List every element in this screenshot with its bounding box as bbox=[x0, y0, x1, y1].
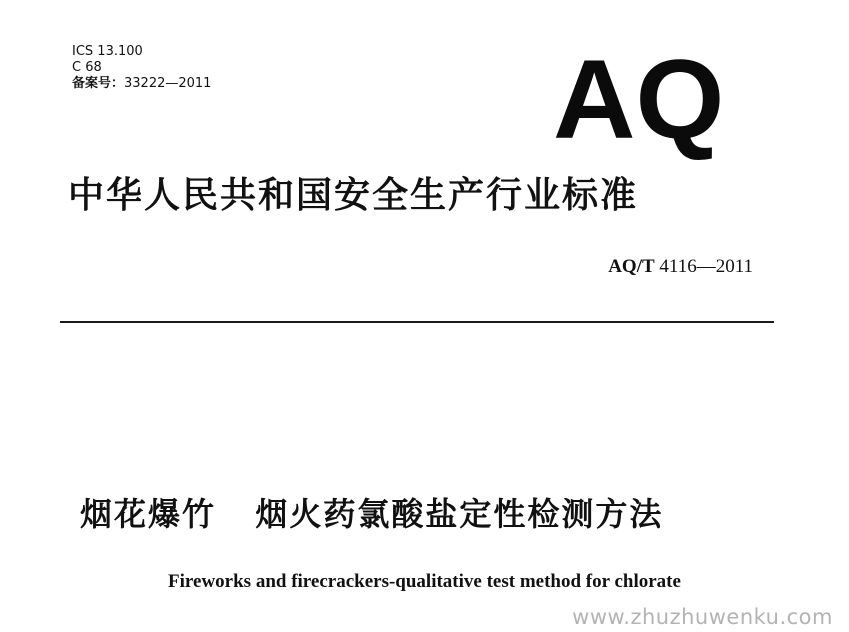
watermark: www.zhuzhuwenku.com bbox=[572, 605, 833, 629]
horizontal-rule bbox=[60, 321, 774, 323]
classification-block bbox=[72, 44, 211, 92]
document-title-english: Fireworks and firecrackers-qualitative test method for chlorate bbox=[168, 571, 681, 592]
filing-label: 备案号： bbox=[72, 76, 125, 91]
standard-year-number: 4116—2011 bbox=[659, 256, 753, 277]
document-title-chinese: 烟花爆竹 烟火药氯酸盐定性检测方法 bbox=[80, 495, 664, 533]
filing-record bbox=[72, 76, 211, 92]
standard-code: AQ/T bbox=[608, 256, 655, 277]
ics-code: ICS 13.100 bbox=[72, 44, 143, 59]
filing-number: 33222—2011 bbox=[124, 76, 212, 91]
standard-number bbox=[608, 256, 753, 278]
ccs-code: C 68 bbox=[72, 60, 102, 75]
page-top-edge bbox=[0, 0, 849, 2]
standard-title: 中华人民共和国安全生产行业标准 bbox=[68, 175, 639, 216]
aq-logo: AQ bbox=[553, 37, 725, 162]
